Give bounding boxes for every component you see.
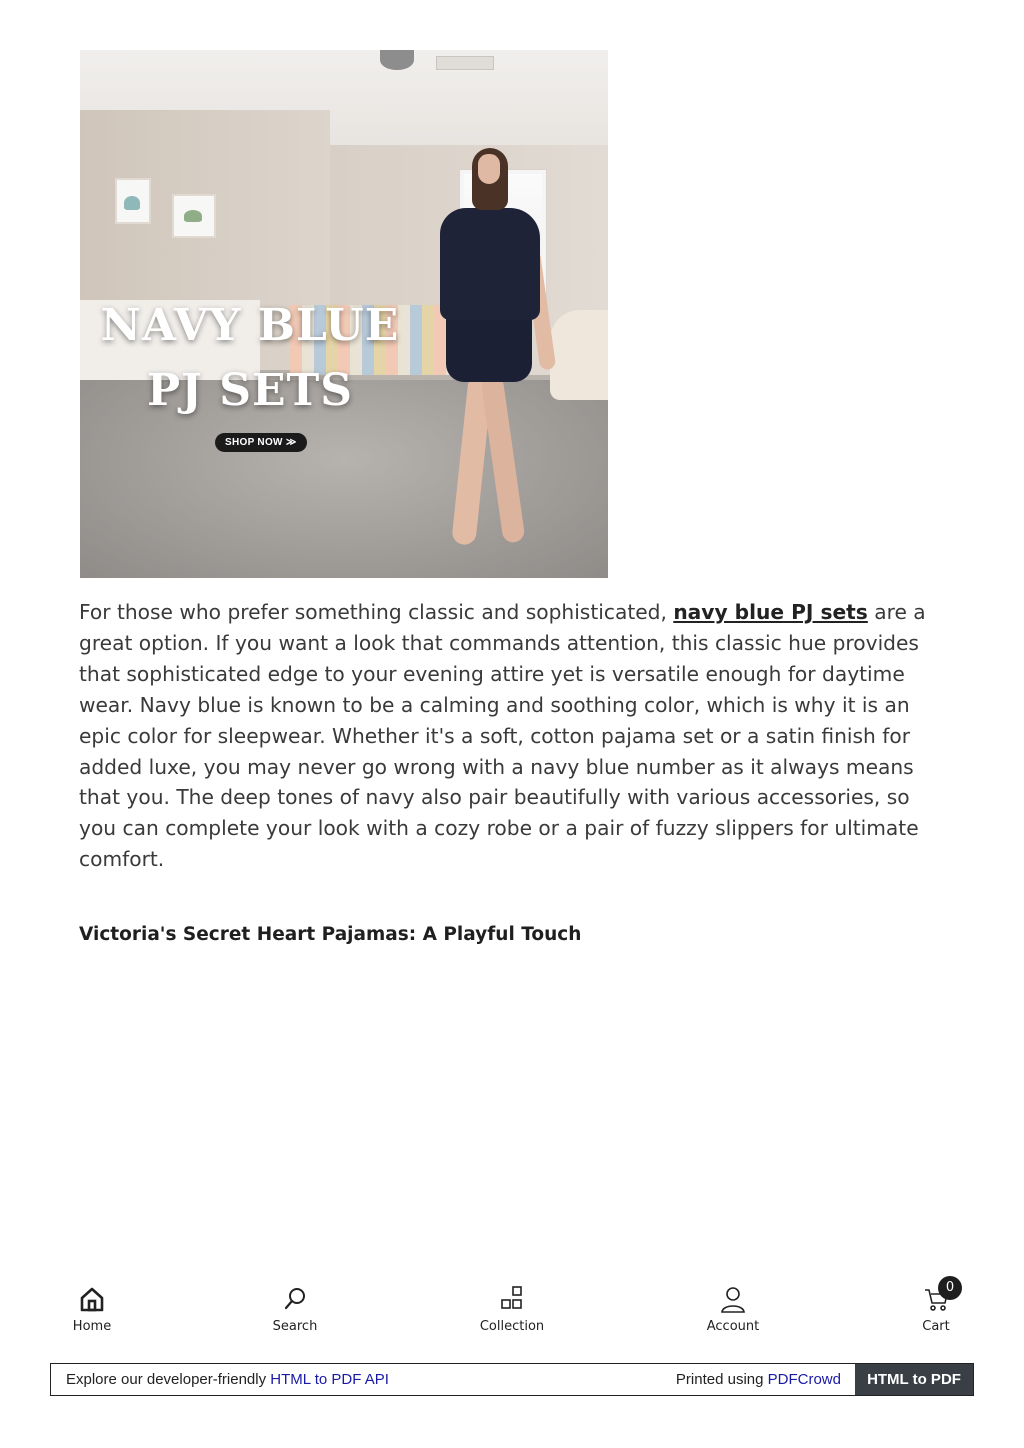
nav-collection-label: Collection (479, 1319, 545, 1334)
model-face (478, 154, 500, 184)
nav-cart[interactable] (881, 1284, 991, 1334)
hero-title-line1: NAVY BLUE (100, 300, 400, 351)
pdfcrowd-footer-bar (50, 1363, 974, 1396)
printed-using-text: Printed using (675, 1371, 768, 1388)
nav-account-label: Account (706, 1319, 760, 1334)
cart-count-badge: 0 (938, 1276, 962, 1300)
nav-home-label: Home (72, 1319, 112, 1334)
dinosaur-picture (184, 210, 202, 222)
printed-using (676, 1371, 841, 1388)
nav-collection[interactable] (457, 1284, 567, 1334)
ceiling-vent (436, 56, 494, 70)
shop-now-button[interactable]: SHOP NOW ≫ (215, 433, 307, 452)
dinosaur-picture (124, 196, 140, 210)
nav-cart-label: Cart (922, 1319, 950, 1334)
search-icon (280, 1284, 310, 1314)
paragraph-text: are a great option. If you want a look that commands attention, this classic hue provides that sophisticated edge to your evening attire yet is versatile enough for daytime wear. Navy blue is known to be a calming and soothing color, which is why it is an epic color for sleepwear. Whether it's a soft, cotton pajama set or a satin finish for added luxe, you may never go wrong with a navy blue number as it always means that you. The deep tones of navy also pair beautifully with various accessories, so you can complete your look with a cozy robe or a pair of fuzzy slippers for ultimate comfort. (79, 600, 926, 872)
user-icon (718, 1284, 748, 1314)
navy-pj-top (440, 208, 540, 320)
home-icon (77, 1284, 107, 1314)
html-to-pdf-button[interactable]: HTML to PDF (855, 1364, 973, 1395)
html-to-pdf-api-link[interactable]: HTML to PDF API (270, 1371, 389, 1388)
promo-text: Explore our developer-friendly (66, 1371, 271, 1388)
paragraph-text: For those who prefer something classic and sophisticated, (79, 600, 674, 624)
nav-search[interactable] (240, 1284, 350, 1334)
collection-grid-icon (497, 1284, 527, 1314)
nav-home[interactable] (37, 1284, 147, 1334)
article-paragraph (79, 597, 949, 875)
nav-account[interactable] (678, 1284, 788, 1334)
nav-search-label: Search (272, 1319, 318, 1334)
hero-banner-image[interactable] (80, 50, 608, 578)
pdfcrowd-link[interactable]: PDFCrowd (767, 1371, 841, 1388)
navy-blue-pj-sets-link[interactable]: navy blue PJ sets (673, 600, 868, 624)
developer-promo (66, 1371, 389, 1388)
ceiling-fan (380, 50, 414, 70)
navy-pj-shorts (446, 312, 532, 382)
section-subheading: Victoria's Secret Heart Pajamas: A Playful Touch (79, 924, 582, 945)
armchair (550, 310, 608, 400)
hero-title-line2: PJ SETS (146, 365, 354, 416)
